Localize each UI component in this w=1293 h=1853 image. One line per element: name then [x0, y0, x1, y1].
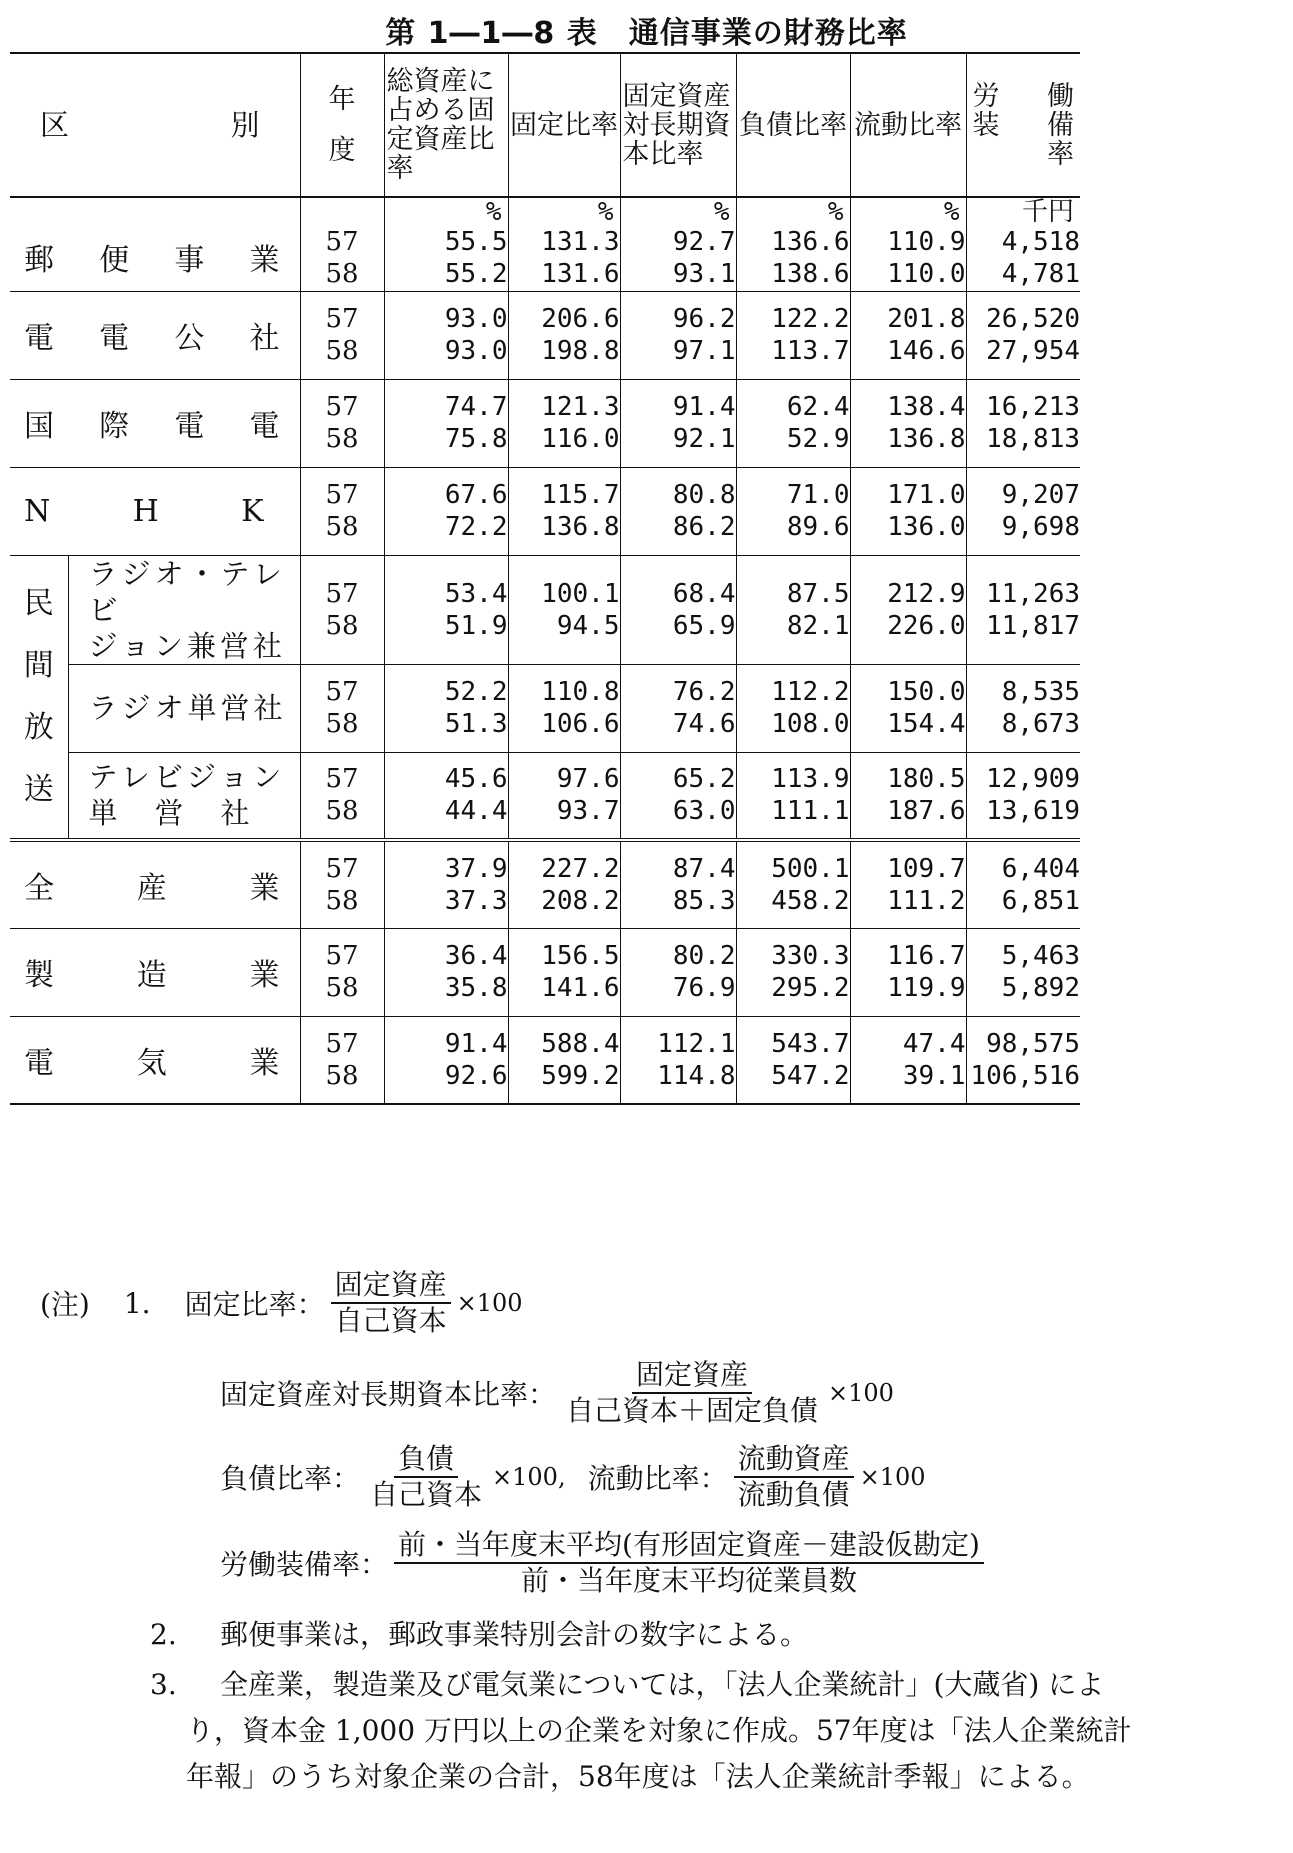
- row-broadcast-tv: [10, 752, 1270, 840]
- row-label: N H K: [10, 467, 300, 555]
- row-postal: [10, 197, 1270, 291]
- cell-c1: 67.6 72.2: [384, 467, 508, 555]
- cell-c3: 80.2 76.9: [620, 928, 736, 1016]
- cell-c4: 71.0 89.6: [736, 467, 850, 555]
- cell-c4: 87.5 82.1: [736, 555, 850, 664]
- row-electric: [10, 1016, 1270, 1104]
- formula-suffix: ×100: [828, 1379, 894, 1407]
- cell-c5: 150.0 154.4: [850, 664, 966, 752]
- cell-c4: % 136.6 138.6: [736, 197, 850, 291]
- cell-c2: 588.4 599.2: [508, 1016, 620, 1104]
- header-labor-right: 働備率: [1047, 80, 1092, 170]
- cell-c3: 91.4 92.1: [620, 379, 736, 467]
- cell-c1: 91.4 92.6: [384, 1016, 508, 1104]
- cell-c6: 12,909 13,619: [966, 752, 1080, 840]
- fraction: $\frac{\text{前・当年度末平均(有形固定資産－建設仮勘定)}}{\text{前・当年度末平均従業員数}}$: [394, 1528, 984, 1598]
- cell-c1: 45.6 44.4: [384, 752, 508, 840]
- cell-c6: 16,213 18,813: [966, 379, 1080, 467]
- cell-c2: 115.7 136.8: [508, 467, 620, 555]
- fraction: $\frac{\text{負債}}{\text{自己資本}}$: [370, 1442, 483, 1511]
- cell-c2: 97.6 93.7: [508, 752, 620, 840]
- cell-c6: 26,520 27,954: [966, 291, 1080, 379]
- row-nhk: [10, 467, 1270, 555]
- cell-c5: 201.8 146.6: [850, 291, 966, 379]
- cell-c2: 121.3 116.0: [508, 379, 620, 467]
- cell-c3: % 92.7 93.1: [620, 197, 736, 291]
- header-year: [300, 53, 384, 197]
- note-3: 3. 全産業，製造業及び電気業については，「法人企業統計」(大蔵省) によ り，資本金 1,000 万円以上の企業を対象に作成。57年度は「法人企業統計 年報」のうち対象企業の合計，58年度は「法人企業統計季報」による。: [150, 1668, 1132, 1793]
- row-label: ラジオ・テレビ ジョン兼営社: [68, 555, 300, 664]
- row-broadcast-radio-tv: [10, 555, 1270, 664]
- cell-c6: 8,535 8,673: [966, 664, 1080, 752]
- formula-suffix: ×100,: [492, 1463, 566, 1491]
- row-label: 製 造 業: [10, 928, 300, 1016]
- note-number-1: 1.: [123, 1286, 151, 1320]
- row-label: 電 気 業: [10, 1016, 300, 1104]
- cell-c5: % 110.9 110.0: [850, 197, 966, 291]
- cell-c1: 93.0 93.0: [384, 291, 508, 379]
- cell-c6: 5,463 5,892: [966, 928, 1080, 1016]
- row-years: 57 58: [300, 467, 384, 555]
- formula-suffix: ×100: [456, 1289, 523, 1317]
- cell-c4: 62.4 52.9: [736, 379, 850, 467]
- note-2: 2. 郵便事業は，郵政事業特別会計の数字による。: [150, 1618, 809, 1651]
- header-year-1: 年: [328, 84, 356, 115]
- header-year-2: 度: [328, 135, 356, 166]
- cell-c3: 76.2 74.6: [620, 664, 736, 752]
- cell-c4: 500.1 458.2: [736, 840, 850, 928]
- cell-c4: 112.2 108.0: [736, 664, 850, 752]
- broadcast-group-label: 民 間 放 送: [10, 555, 68, 840]
- header-current-ratio: 流動比率: [850, 53, 966, 197]
- fraction: $\frac{\text{流動資産}}{\text{流動負債}}$: [734, 1442, 854, 1512]
- header-fixed-ratio: 固定比率: [508, 53, 620, 197]
- formula-label: 固定比率：: [184, 1288, 325, 1321]
- cell-c1: 37.9 37.3: [384, 840, 508, 928]
- table-title: 第 1―1―8 表 通信事業の財務比率: [385, 16, 908, 51]
- financial-ratio-table: [10, 52, 1270, 1105]
- cell-c2: 206.6 198.8: [508, 291, 620, 379]
- row-years: 57 58: [300, 928, 384, 1016]
- row-years: 57 58: [300, 291, 384, 379]
- row-label: 全 産 業: [10, 840, 300, 928]
- cell-c6: 9,207 9,698: [966, 467, 1080, 555]
- header-long-term-capital-ratio: 固定資産対長期資本比率: [620, 53, 736, 197]
- cell-c1: % 55.5 55.2: [384, 197, 508, 291]
- formula-suffix: ×100: [859, 1463, 926, 1491]
- cell-c4: 330.3 295.2: [736, 928, 850, 1016]
- row-years: 57 58: [300, 379, 384, 467]
- row-years: 57 58: [300, 197, 384, 291]
- fraction: $\frac{\text{固定資産}}{\text{自己資本＋固定負債}}$: [566, 1358, 819, 1427]
- cell-c2: 227.2 208.2: [508, 840, 620, 928]
- cell-c5: 116.7 119.9: [850, 928, 966, 1016]
- note-1-long-term-ratio: [220, 1358, 894, 1428]
- row-ntt: [10, 291, 1270, 379]
- cell-c6: 千円 4,518 4,781: [966, 197, 1080, 291]
- cell-c5: 212.9 226.0: [850, 555, 966, 664]
- cell-c4: 113.9 111.1: [736, 752, 850, 840]
- header-labor-left: 労装: [972, 80, 1000, 141]
- cell-c6: 6,404 6,851: [966, 840, 1080, 928]
- cell-c5: 47.4 39.1: [850, 1016, 966, 1104]
- formula-label: 労働装備率：: [220, 1548, 389, 1581]
- cell-c4: 543.7 547.2: [736, 1016, 850, 1104]
- header-fixed-asset-ratio: 総資産に占める固定資産比率: [384, 53, 508, 197]
- cell-c2: 100.1 94.5: [508, 555, 620, 664]
- cell-c3: 87.4 85.3: [620, 840, 736, 928]
- row-years: 57 58: [300, 1016, 384, 1104]
- row-manufacturing: [10, 928, 1270, 1016]
- row-all-industries: [10, 840, 1270, 928]
- cell-c1: 36.4 35.8: [384, 928, 508, 1016]
- row-years: 57 58: [300, 664, 384, 752]
- cell-c6: 98,575 106,516: [966, 1016, 1080, 1104]
- cell-c1: 53.4 51.9: [384, 555, 508, 664]
- cell-c6: 11,263 11,817: [966, 555, 1080, 664]
- row-years: 57 58: [300, 555, 384, 664]
- cell-c3: 96.2 97.1: [620, 291, 736, 379]
- cell-c5: 171.0 136.0: [850, 467, 966, 555]
- cell-c1: 74.7 75.8: [384, 379, 508, 467]
- row-years: 57 58: [300, 752, 384, 840]
- note-1-labor-equipment: [220, 1528, 990, 1598]
- cell-c5: 109.7 111.2: [850, 840, 966, 928]
- row-kdd: [10, 379, 1270, 467]
- note-1-debt-current-ratio: [220, 1442, 926, 1512]
- row-label: 郵 便 事 業: [10, 197, 300, 291]
- header-debt-ratio: 負債比率: [736, 53, 850, 197]
- note-marker: (注): [40, 1288, 90, 1321]
- formula-label: 負債比率：: [220, 1462, 361, 1495]
- header-labor-equipment-ratio: [966, 53, 1092, 197]
- row-label: 電 電 公 社: [10, 291, 300, 379]
- note-1-fixed-ratio: [40, 1268, 523, 1338]
- formula-label: 流動比率：: [587, 1462, 728, 1495]
- cell-c1: 52.2 51.3: [384, 664, 508, 752]
- cell-c3: 68.4 65.9: [620, 555, 736, 664]
- cell-c2: % 131.3 131.6: [508, 197, 620, 291]
- cell-c2: 156.5 141.6: [508, 928, 620, 1016]
- header-category-1: 区: [40, 107, 70, 142]
- cell-c4: 122.2 113.7: [736, 291, 850, 379]
- cell-c3: 65.2 63.0: [620, 752, 736, 840]
- row-years: 57 58: [300, 840, 384, 928]
- row-label: 国 際 電 電: [10, 379, 300, 467]
- fraction: $\frac{\text{固定資産}}{\text{自己資本}}$: [331, 1268, 451, 1338]
- row-label: テレビジョン 単 営 社: [68, 752, 300, 840]
- row-label: ラジオ単営社: [68, 664, 300, 752]
- row-broadcast-radio: [10, 664, 1270, 752]
- cell-c2: 110.8 106.6: [508, 664, 620, 752]
- formula-label: 固定資産対長期資本比率：: [220, 1378, 557, 1411]
- header-category: [10, 53, 300, 197]
- header-row: [10, 53, 1270, 197]
- cell-c3: 80.8 86.2: [620, 467, 736, 555]
- cell-c3: 112.1 114.8: [620, 1016, 736, 1104]
- cell-c5: 138.4 136.8: [850, 379, 966, 467]
- cell-c5: 180.5 187.6: [850, 752, 966, 840]
- header-category-2: 別: [230, 107, 260, 142]
